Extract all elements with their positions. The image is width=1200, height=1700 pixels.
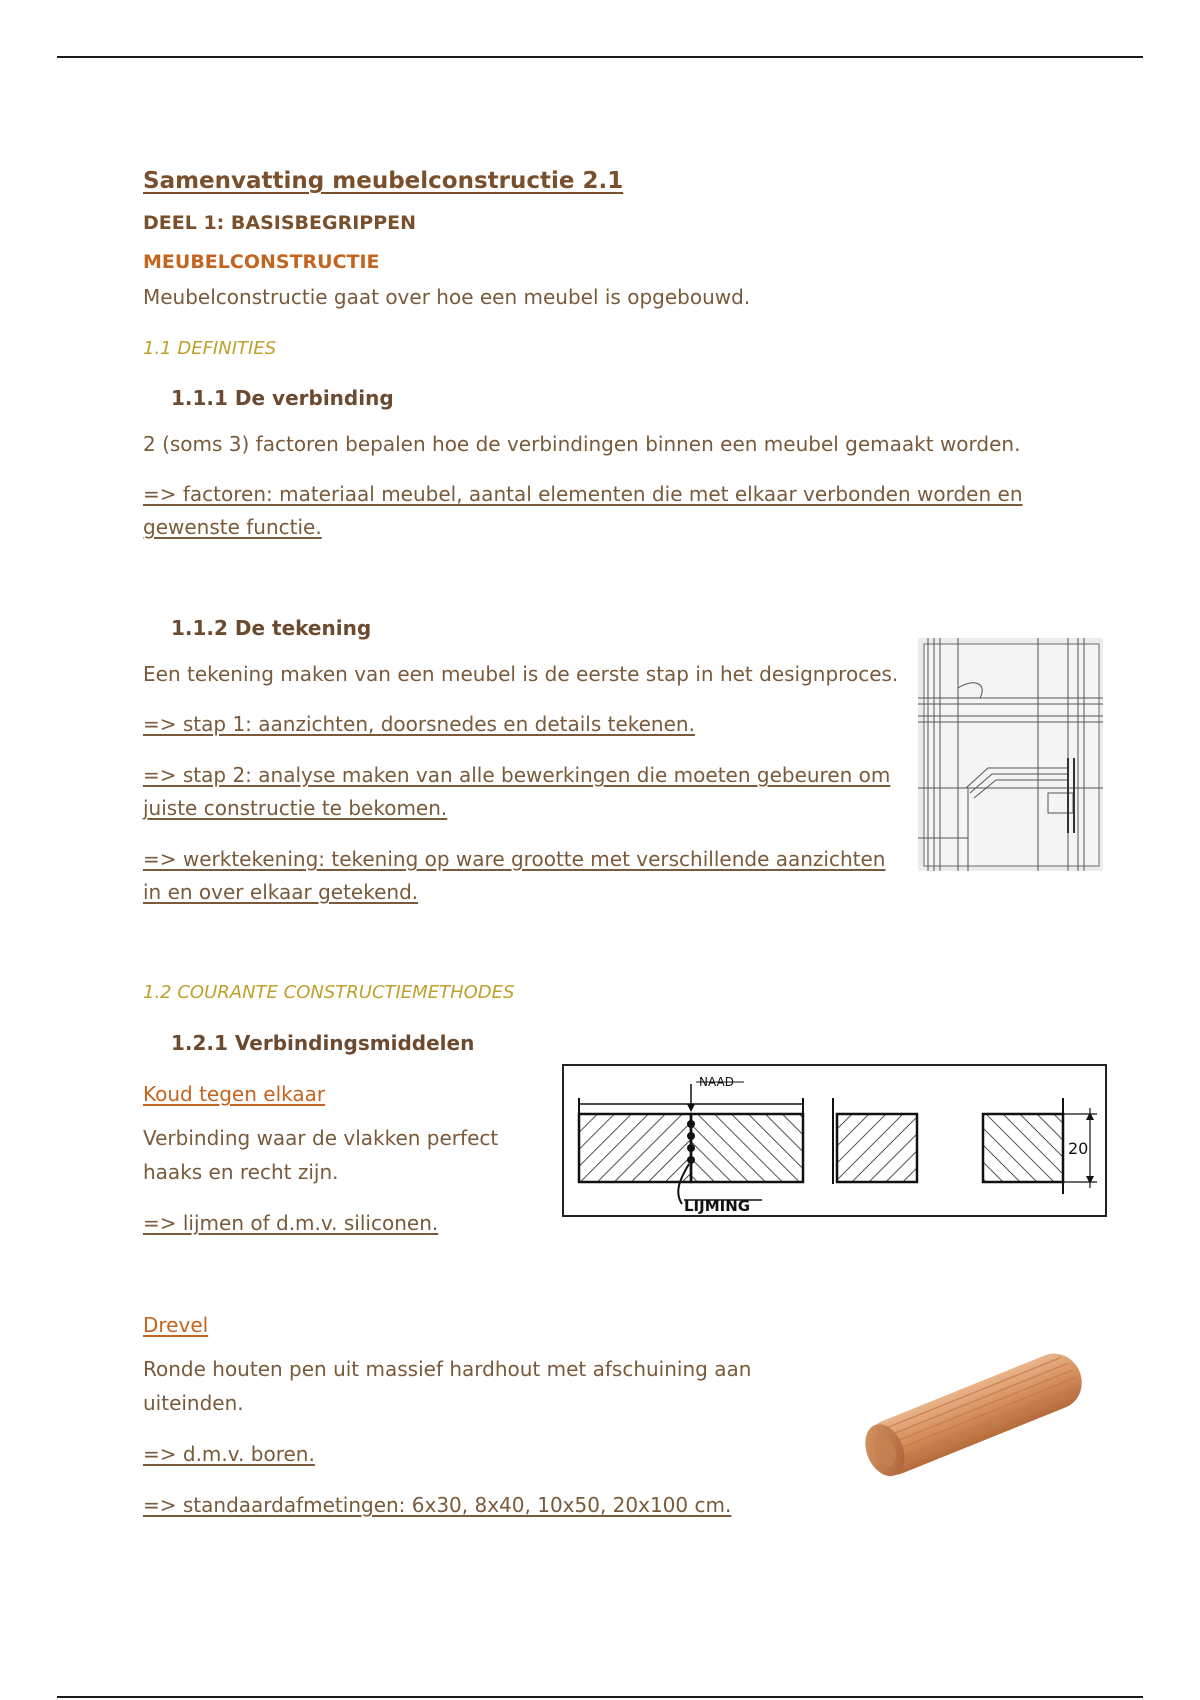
drevel-arrow-line-1: => d.m.v. boren.: [143, 1442, 315, 1466]
section-heading-constructiemethodes: 1.2 COURANTE CONSTRUCTIEMETHODES: [143, 982, 515, 1003]
naad-label: NAAD: [699, 1075, 734, 1089]
intro-text: Meubelconstructie gaat over hoe een meubel is opgebouwd.: [143, 285, 751, 309]
plank-right: [691, 1114, 803, 1182]
stap2-line-1: => stap 2: analyse maken van alle bewerkingen die moeten gebeuren om: [143, 763, 891, 787]
drevel-text-line-1: Ronde houten pen uit massief hardhout met afschuining aan: [143, 1357, 752, 1381]
subheading-verbindingsmiddelen: 1.2.1 Verbindingsmiddelen: [171, 1031, 475, 1055]
subheading-tekening: 1.1.2 De tekening: [171, 616, 372, 640]
section-heading-meubelconstructie: MEUBELCONSTRUCTIE: [143, 251, 380, 273]
stap2-line-2: juiste constructie te bekomen.: [143, 796, 448, 820]
koud-text-line-2: haaks en recht zijn.: [143, 1160, 339, 1184]
stap1-line: => stap 1: aanzichten, doorsnedes en details tekenen.: [143, 712, 695, 736]
technical-drawing-figure: [918, 638, 1103, 871]
factoren-line-2: gewenste functie.: [143, 515, 322, 539]
drevel-heading: Drevel: [143, 1313, 209, 1337]
wooden-dowel-image: [840, 1335, 1105, 1495]
factoren-line-1: => factoren: materiaal meubel, aantal elementen die met elkaar verbonden worden en: [143, 482, 1023, 506]
verbinding-text: 2 (soms 3) factoren bepalen hoe de verbindingen binnen een meubel gemaakt worden.: [143, 432, 1021, 456]
koud-arrow-line: => lijmen of d.m.v. siliconen.: [143, 1211, 439, 1235]
part-heading: DEEL 1: BASISBEGRIPPEN: [143, 212, 416, 234]
footer-rule: [57, 1696, 1143, 1698]
joint-cross-section-diagram: [562, 1064, 1107, 1217]
lijming-label: LIJMING: [684, 1197, 751, 1215]
plank-left: [579, 1114, 691, 1182]
header-rule: [57, 56, 1143, 58]
subheading-verbinding: 1.1.1 De verbinding: [171, 386, 394, 410]
dimension-label: 20: [1068, 1139, 1089, 1158]
drevel-arrow-line-2: => standaardafmetingen: 6x30, 8x40, 10x50, 20x100 cm.: [143, 1493, 732, 1517]
tekening-text: Een tekening maken van een meubel is de eerste stap in het designproces.: [143, 662, 899, 686]
block-middle: [837, 1114, 917, 1182]
koud-heading: Koud tegen elkaar: [143, 1082, 326, 1106]
block-right: [983, 1114, 1063, 1182]
werktekening-line-2: in en over elkaar getekend.: [143, 880, 419, 904]
werktekening-line-1: => werktekening: tekening op ware grootte met verschillende aanzichten: [143, 847, 886, 871]
document-title: Samenvatting meubelconstructie 2.1: [143, 168, 624, 194]
koud-text-line-1: Verbinding waar de vlakken perfect: [143, 1126, 499, 1150]
drevel-text-line-2: uiteinden.: [143, 1391, 244, 1415]
section-heading-definities: 1.1 DEFINITIES: [143, 338, 277, 359]
